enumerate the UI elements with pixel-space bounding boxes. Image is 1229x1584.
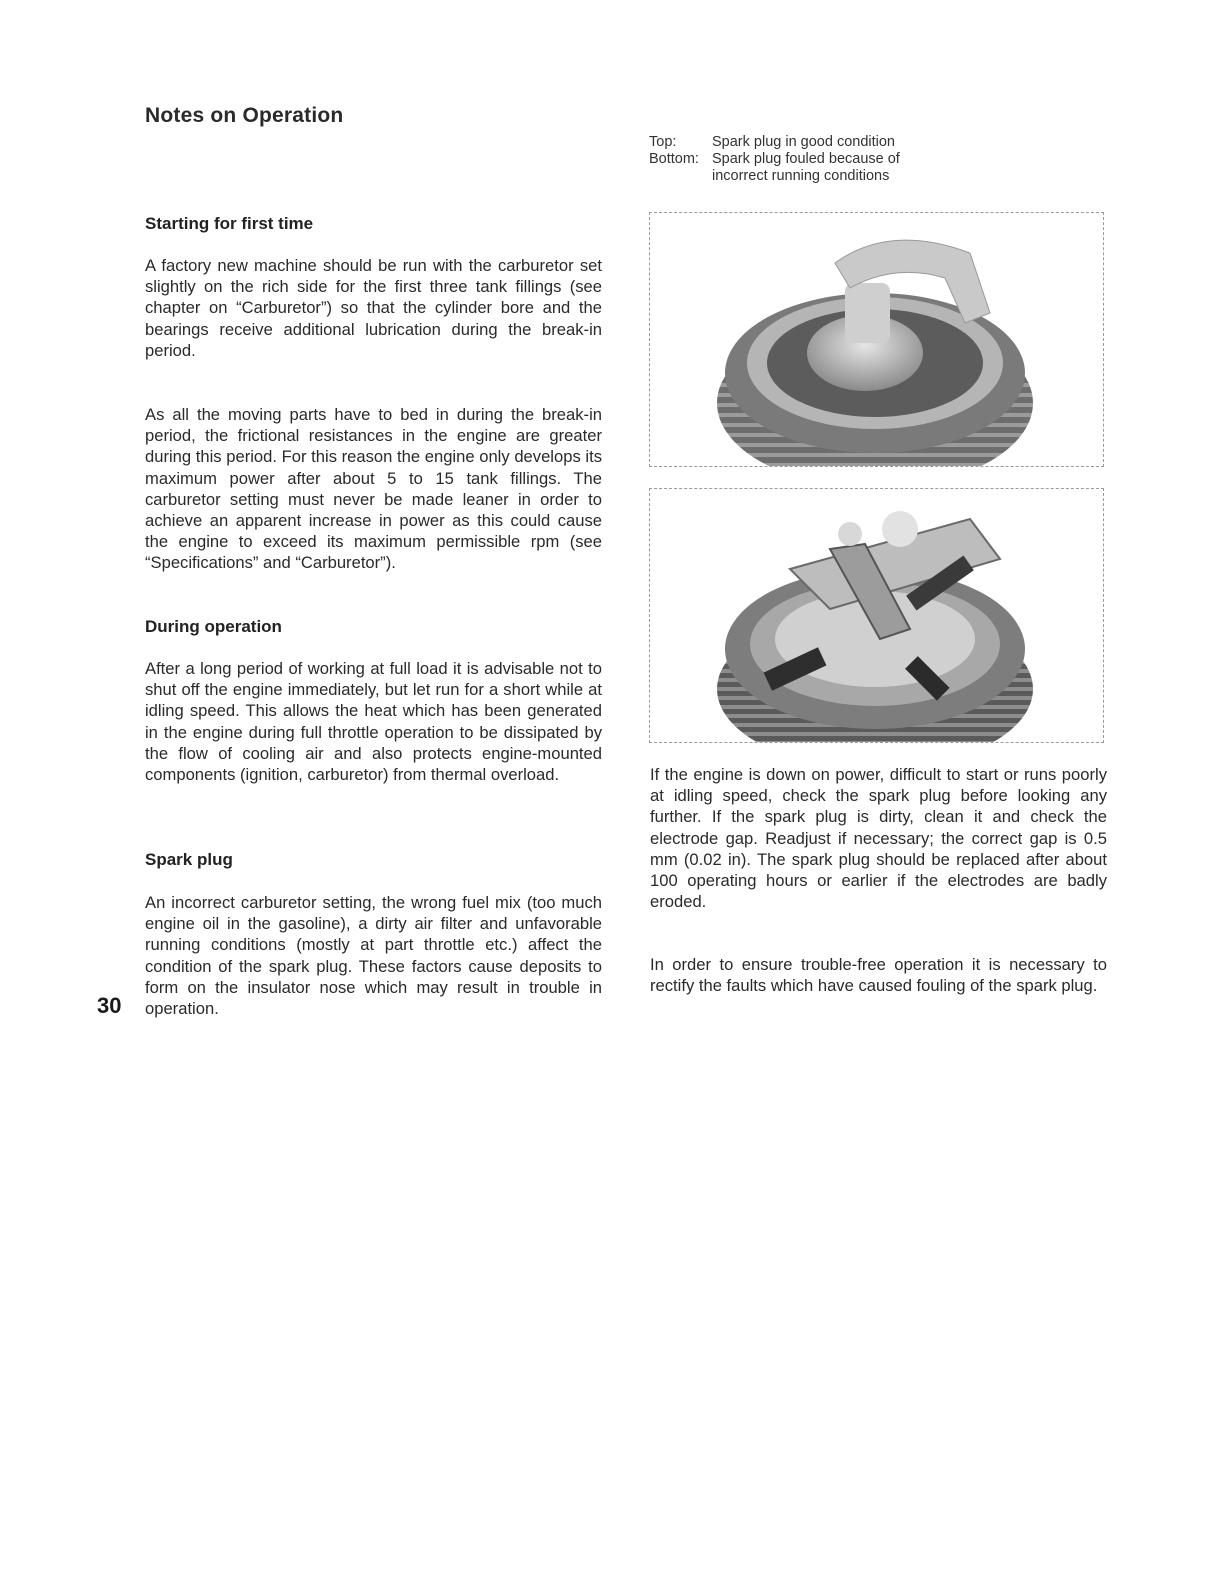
paragraph-spark-plug-2: If the engine is down on power, difficult to start or runs poorly at idling speed, check the spark plug before looking any further. If the spark plug is dirty, clean it and check the electrode gap. Readjust if necessary; the correct gap is 0.5 mm (0.02 in). The spark plug should be replaced after about 100 operating hours or earlier if the electrodes are badly eroded. (650, 765, 1107, 912)
paragraph-starting-2: As all the moving parts have to bed in during the break-in period, the frictional resistances in the engine are greater during this period. For this reason the engine only develops its maximum power after about 5 to 15 tank fillings. The carburetor setting must never be made leaner in order to achieve an apparent increase in power as this could cause the engine to exceed its maximum permissible rpm (see “Specifications” and “Carburetor”). (145, 405, 602, 573)
caption-top-text: Spark plug in good condition (712, 134, 895, 150)
page-title: Notes on Operation (145, 104, 344, 127)
figure-caption (649, 134, 952, 185)
spark-plug-fouled-image (650, 489, 1103, 742)
page-number: 30 (97, 993, 122, 1018)
paragraph-spark-plug-3: In order to ensure trouble-free operation it is necessary to rectify the faults which have caused fouling of the spark plug. (650, 955, 1107, 996)
heading-during-operation: During operation (145, 617, 282, 636)
heading-starting: Starting for first time (145, 214, 314, 233)
photo-spark-plug-good (649, 212, 1104, 467)
paragraph-spark-plug-1: An incorrect carburetor setting, the wrong fuel mix (too much engine oil in the gasoline), a dirty air filter and unfavorable running conditions (mostly at part throttle etc.) affect the condition of the spark plug. These factors cause deposits to form on the insulator nose which may result in trouble in operation. (145, 893, 602, 1019)
caption-bottom-label: Bottom: (649, 151, 699, 167)
spark-plug-good-image (650, 213, 1103, 466)
paragraph-during-operation: After a long period of working at full load it is advisable not to shut off the engine immediately, but let run for a short while at idling speed. This allows the heat which has been generated in the engine during full throttle operation to be dissipated by the flow of cooling air and also protects engine-mounted components (ignition, carburetor) from thermal overload. (145, 659, 602, 785)
caption-top-label: Top: (649, 134, 677, 150)
heading-spark-plug: Spark plug (145, 850, 233, 869)
paragraph-starting-1: A factory new machine should be run with the carburetor set slightly on the rich side for the first three tank fillings (see chapter on “Carburetor”) so that the cylinder bore and the bearings receive additional lubrication during the break-in period. (145, 256, 602, 360)
caption-bottom-text: Spark plug fouled because of incorrect running conditions (712, 151, 900, 184)
photo-spark-plug-fouled (649, 488, 1104, 743)
